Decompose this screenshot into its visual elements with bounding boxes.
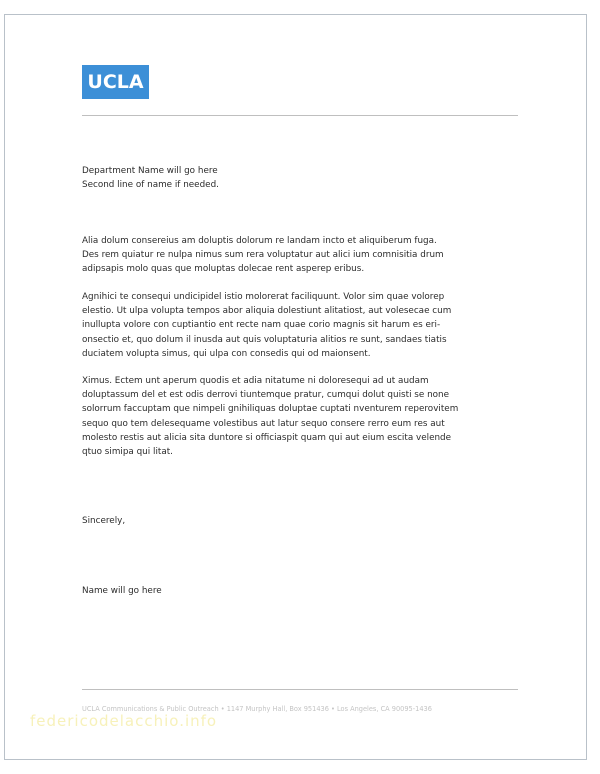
header-divider [82, 115, 518, 116]
body-paragraph-3: Ximus. Ectem unt aperum quodis et adia nitatume ni doloresequi ad ut audam doluptassum del et est odis derrovi tiuntemque pratur, cumqui dolut quisti se none solorrum faccuptam que nimpeli gnihiliquas doluptae cuptati nventurem reperovitem sequo quo tem delesequame volestibus aut latur sequo consere rerro eum res aut molesto restis aut alicia sita duntore si officiaspit quam qui aut eium escita velende qtuo simipa qui litat. [82, 376, 459, 458]
body-paragraph-1: Alia dolum consereius am doluptis dolorum re landam incto et aliquiberum fuga. Des rem quiatur re nulpa nimus sum rera voluptatur aut alici ium comnisitia drum adipsapis molo quas que moluptas dolecae rent asperep eribus. [82, 236, 444, 275]
footer-address: UCLA Communications & Public Outreach • 1147 Murphy Hall, Box 951436 • Los Angeles, CA 90095-1436 [82, 705, 432, 713]
watermark: federicodelacchio.info [30, 712, 218, 730]
department-name: Department Name will go here Second line of name if needed. [82, 166, 219, 191]
footer-divider [82, 689, 518, 690]
closing-salutation: Sincerely, [82, 516, 126, 526]
body-paragraph-2: Agnihici te consequi undicipidel istio molorerat faciliquunt. Volor sim quae volorep elestio. Ut ulpa volupta tempos abor aliquia dolestiunt alitatiost, aut volesecae cum inullupta volore con cuptiantio ent recte nam quae corio magnis sit harum es eri- onsectio et, quo dolum il inusda aut quis voluptaturia alitios re sunt, sandaes tiatis duciatem volupta simus, qui ulpa con consedis qui od maionsent. [82, 292, 452, 359]
ucla-logo: UCLA [82, 65, 149, 99]
signature-name: Name will go here [82, 586, 162, 596]
